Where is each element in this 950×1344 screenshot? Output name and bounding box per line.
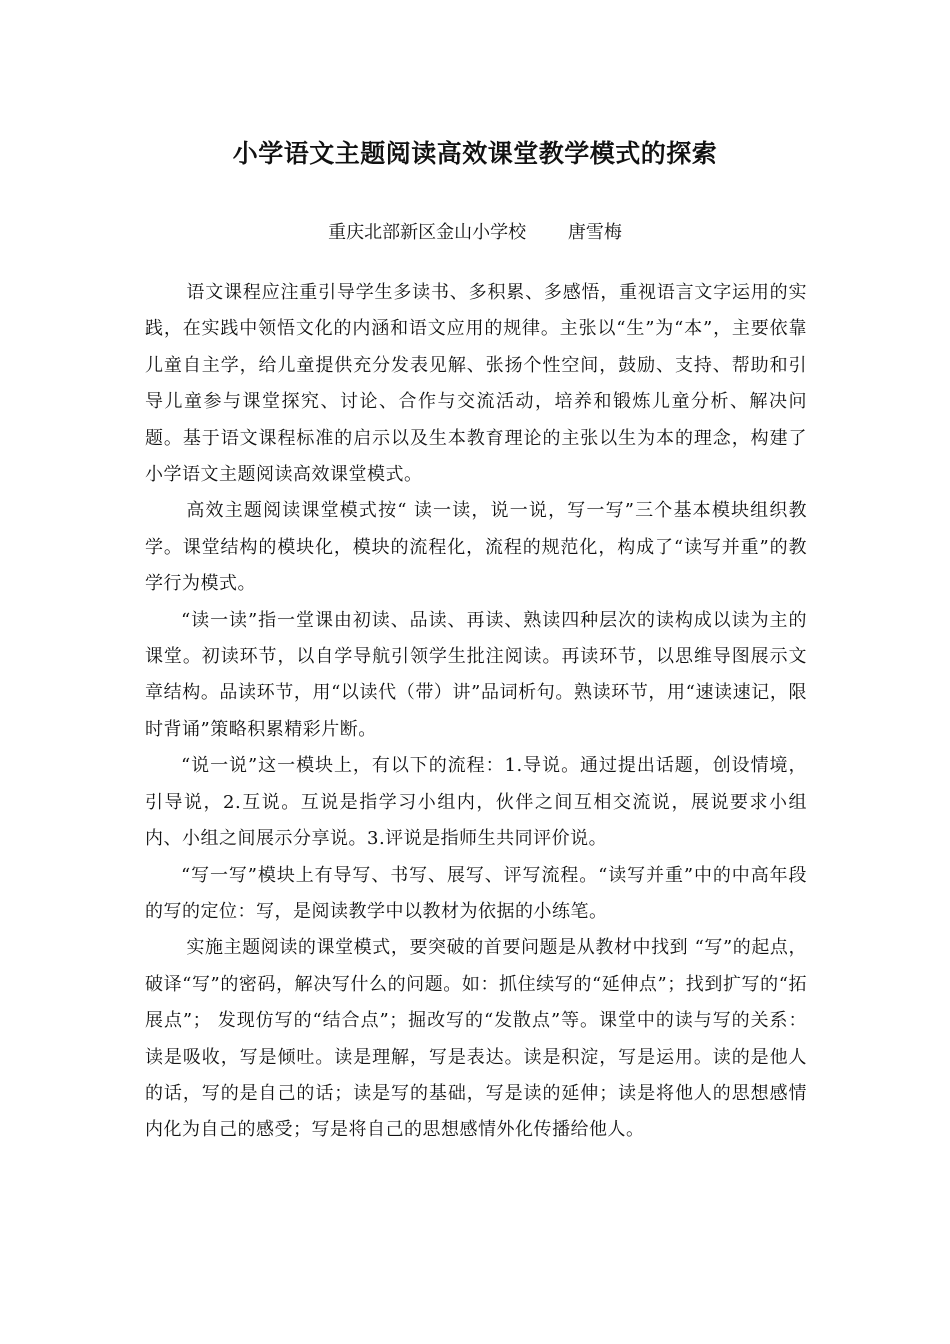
- document-body: [145, 275, 807, 1149]
- byline: [0, 219, 950, 247]
- paragraph: “写一写”模块上有导写、书写、展写、评写流程。“读写并重”中的中高年段的写的定位：写，是阅读教学中以教材为依据的小练笔。: [145, 864, 807, 922]
- paragraph: “读一读”指一堂课由初读、品读、再读、熟读四种层次的读构成以读为主的课堂。初读环节，以自学导航引领学生批注阅读。再读环节，以思维导图展示文章结构。品读环节，用“以读代（带）讲”品词析句。熟读环节，用“速读速记，限时背诵”策略积累精彩片断。: [145, 609, 807, 740]
- byline-author: 唐雪梅: [567, 222, 622, 243]
- paragraph: 实施主题阅读的课堂模式，要突破的首要问题是从教材中找到 “写”的起点，破译“写”的密码，解决写什么的问题。如：抓住续写的“延伸点”；找到扩写的“拓展点”； 发现仿写的“结合点”；掘改写的“发散点”等。课堂中的读与写的关系：读是吸收，写是倾吐。读是理解，写是表达。读是积淀，写是运用。读的是他人的话，写的是自己的话；读是写的基础，写是读的延伸；读是将他人的思想感情内化为自己的感受；写是将自己的思想感情外化传播给他人。: [145, 937, 807, 1141]
- paragraph: “说一说”这一模块上，有以下的流程：1.导说。通过提出话题，创设情境，引导说，2.互说。互说是指学习小组内，伙伴之间互相交流说，展说要求小组内、小组之间展示分享说。3.评说是指师生共同评价说。: [145, 755, 807, 850]
- paragraph: 高效主题阅读课堂模式按“ 读一读，说一说，写一写”三个基本模块组织教学。课堂结构的模块化，模块的流程化，流程的规范化，构成了“读写并重”的教学行为模式。: [145, 500, 807, 595]
- paragraph: 语文课程应注重引导学生多读书、多积累、多感悟，重视语言文字运用的实践，在实践中领悟文化的内涵和语文应用的规律。主张以“生”为“本”，主要依靠儿童自主学，给儿童提供充分发表见解、张扬个性空间，鼓励、支持、帮助和引导儿童参与课堂探究、讨论、合作与交流活动，培养和锻炼儿童分析、解决问题。基于语文课程标准的启示以及生本教育理论的主张以生为本的理念，构建了小学语文主题阅读高效课堂模式。: [145, 282, 807, 486]
- byline-school: 重庆北部新区金山小学校: [328, 222, 527, 243]
- document-title: 小学语文主题阅读高效课堂教学模式的探索: [232, 139, 718, 168]
